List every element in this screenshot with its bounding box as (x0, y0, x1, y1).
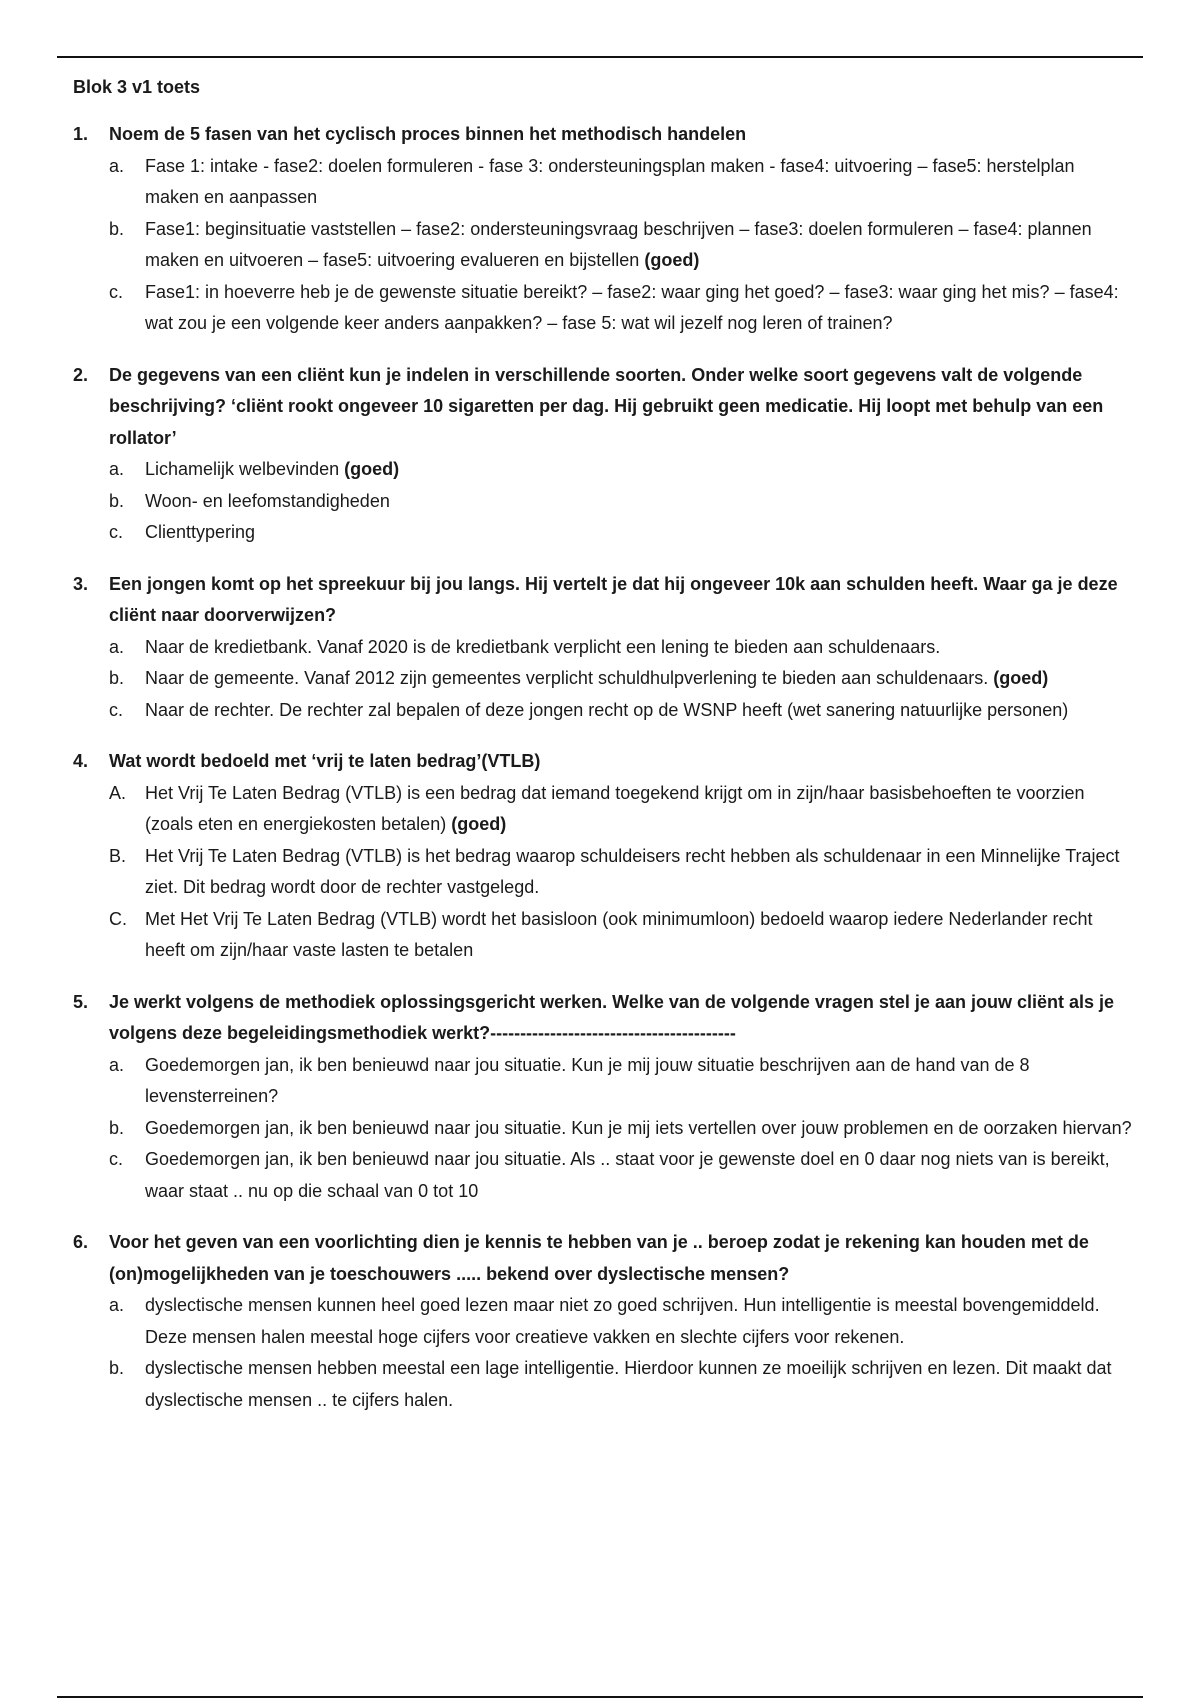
option-body (145, 1290, 1133, 1353)
option-body (145, 695, 1133, 727)
option-item (73, 1113, 1133, 1145)
option-letter: c. (109, 1149, 124, 1169)
option-list (73, 1050, 1133, 1208)
option-item (73, 695, 1133, 727)
option-letter: b. (109, 668, 125, 688)
correct-answer-tag: (goed) (644, 250, 700, 270)
option-body (145, 1050, 1133, 1113)
option-letter: b. (109, 1358, 125, 1378)
option-list (73, 454, 1133, 549)
option-text: Met Het Vrij Te Laten Bedrag (VTLB) wordt het basisloon (ook minimumloon) bedoeld waarop iedere Nederlander recht heeft om zijn/haar vaste lasten te betalen (145, 908, 1093, 960)
option-item (73, 454, 1133, 486)
correct-answer-tag: (goed) (344, 459, 400, 479)
option-text: Het Vrij Te Laten Bedrag (VTLB) is een bedrag dat iemand toegekend krijgt om in zijn/haar basisbehoeften te voorzien (zoals eten en energiekosten betalen) (145, 782, 1085, 834)
option-list (73, 151, 1133, 340)
option-letter: B. (109, 845, 127, 866)
option-letter: A. (109, 782, 127, 803)
question-text: Een jongen komt op het spreekuur bij jou langs. Hij vertelt je dat hij ongeveer 10k aan schulden heeft. Waar ga je deze cliënt naar doorverwijzen? (109, 573, 1118, 625)
option-letter: a. (109, 459, 125, 479)
bottom-rule (57, 1696, 1143, 1698)
option-body (145, 486, 1133, 518)
option-item (73, 517, 1133, 549)
option-letter: a. (109, 636, 125, 657)
question-heading (73, 360, 1133, 455)
option-letter: c. (109, 281, 124, 302)
question-text: Je werkt volgens de methodiek oplossingsgericht werken. Welke van de volgende vragen stel je aan jouw cliënt als je volgens deze begeleidingsmethodiek werkt?----------------------------------------- (109, 991, 1115, 1043)
option-text: Clienttypering (145, 522, 256, 542)
option-list (73, 632, 1133, 727)
question-heading (73, 119, 1133, 151)
option-item (73, 632, 1133, 664)
option-text: Fase1: in hoeverre heb je de gewenste situatie bereikt? – fase2: waar ging het goed? – fase3: waar ging het mis? – fase4: wat zou je een volgende keer anders aanpakken? – fase 5: wat wil jezelf nog leren of trainen? (145, 281, 1119, 333)
option-list (73, 1290, 1133, 1416)
question-heading (73, 569, 1133, 632)
option-body (145, 632, 1133, 664)
question-2 (73, 360, 1133, 549)
option-body (145, 214, 1133, 277)
option-text: dyslectische mensen kunnen heel goed lezen maar niet zo goed schrijven. Hun intelligentie is meestal bovengemiddeld. Deze mensen halen meestal hoge cijfers voor creatieve vakken en slechte cijfers voor rekenen. (145, 1295, 1100, 1347)
option-text: dyslectische mensen hebben meestal een lage intelligentie. Hierdoor kunnen ze moeilijk schrijven en lezen. Dit maakt dat dyslectische mensen .. te cijfers halen. (145, 1358, 1112, 1410)
top-rule (57, 56, 1143, 58)
option-letter: a. (109, 155, 125, 176)
correct-answer-tag: (goed) (993, 668, 1049, 688)
option-body (145, 778, 1133, 841)
option-item (73, 663, 1133, 695)
option-letter: b. (109, 218, 125, 239)
option-item (73, 841, 1133, 904)
option-item (73, 1050, 1133, 1113)
question-6 (73, 1227, 1133, 1416)
option-letter: a. (109, 1054, 125, 1075)
document-body (73, 72, 1133, 1436)
option-text: Goedemorgen jan, ik ben benieuwd naar jou situatie. Kun je mij iets vertellen over jouw problemen en de oorzaken hiervan? (145, 1117, 1132, 1138)
question-text: Wat wordt bedoeld met ‘vrij te laten bedrag’(VTLB) (109, 751, 541, 771)
question-number: 6. (73, 1232, 89, 1252)
question-1 (73, 119, 1133, 340)
option-letter: a. (109, 1295, 125, 1315)
option-letter: C. (109, 908, 127, 929)
option-body (145, 904, 1133, 967)
question-number: 5. (73, 991, 89, 1012)
option-letter: c. (109, 522, 124, 542)
document-title: Blok 3 v1 toets (73, 77, 201, 97)
question-number: 2. (73, 364, 89, 385)
option-item (73, 277, 1133, 340)
option-letter: b. (109, 1117, 125, 1138)
option-text: Naar de rechter. De rechter zal bepalen of deze jongen recht op de WSNP heeft (wet sanering natuurlijke personen) (145, 699, 1069, 720)
option-body (145, 454, 1133, 486)
option-text: Lichamelijk welbevinden (145, 459, 340, 479)
option-text: Woon- en leefomstandigheden (145, 490, 390, 511)
option-body (145, 841, 1133, 904)
option-body (145, 1353, 1133, 1416)
question-4 (73, 746, 1133, 967)
option-text: Naar de gemeente. Vanaf 2012 zijn gemeentes verplicht schuldhulpverlening te bieden aan schuldenaars. (145, 668, 989, 688)
option-body (145, 1113, 1133, 1145)
option-item (73, 1144, 1133, 1207)
question-5 (73, 987, 1133, 1208)
question-heading (73, 987, 1133, 1050)
option-item (73, 904, 1133, 967)
option-item (73, 151, 1133, 214)
option-body (145, 663, 1133, 695)
question-number: 1. (73, 124, 89, 144)
option-item (73, 486, 1133, 518)
question-text: Voor het geven van een voorlichting dien je kennis te hebben van je .. beroep zodat je rekening kan houden met de (on)mogelijkheden van je toeschouwers ..... bekend over dyslectische mensen? (109, 1232, 1089, 1284)
option-item (73, 1353, 1133, 1416)
option-text: Goedemorgen jan, ik ben benieuwd naar jou situatie. Kun je mij jouw situatie beschrijven aan de hand van de 8 levensterreinen? (145, 1054, 1030, 1106)
option-body (145, 517, 1133, 549)
question-list (73, 119, 1133, 1416)
option-item (73, 1290, 1133, 1353)
correct-answer-tag: (goed) (451, 814, 507, 834)
question-heading (73, 746, 1133, 778)
question-text: Noem de 5 fasen van het cyclisch proces binnen het methodisch handelen (109, 124, 747, 144)
question-number: 4. (73, 751, 89, 771)
question-text: De gegevens van een cliënt kun je indelen in verschillende soorten. Onder welke soort gegevens valt de volgende beschrijving? ‘cliënt rookt ongeveer 10 sigaretten per dag. Hij gebruikt geen medicatie. Hij loopt met behulp van een rollator’ (109, 364, 1104, 448)
option-body (145, 277, 1133, 340)
question-number: 3. (73, 573, 89, 594)
question-heading (73, 1227, 1133, 1290)
option-text: Goedemorgen jan, ik ben benieuwd naar jou situatie. Als .. staat voor je gewenste doel en 0 daar nog niets van is bereikt, waar staat .. nu op die schaal van 0 tot 10 (145, 1149, 1110, 1201)
option-letter: b. (109, 490, 125, 511)
option-list (73, 778, 1133, 967)
option-text: Fase1: beginsituatie vaststellen – fase2: ondersteuningsvraag beschrijven – fase3: doelen formuleren – fase4: plannen maken en uitvoeren – fase5: uitvoering evalueren en bijstellen (145, 218, 1092, 270)
option-letter: c. (109, 699, 124, 720)
option-item (73, 778, 1133, 841)
question-3 (73, 569, 1133, 727)
option-body (145, 151, 1133, 214)
option-item (73, 214, 1133, 277)
option-text: Het Vrij Te Laten Bedrag (VTLB) is het bedrag waarop schuldeisers recht hebben als schuldenaar in een Minnelijke Traject ziet. Dit bedrag wordt door de rechter vastgelegd. (145, 845, 1120, 897)
option-text: Fase 1: intake - fase2: doelen formuleren - fase 3: ondersteuningsplan maken - fase4: uitvoering – fase5: herstelplan maken en aanpassen (145, 155, 1075, 207)
option-body (145, 1144, 1133, 1207)
option-text: Naar de kredietbank. Vanaf 2020 is de kredietbank verplicht een lening te bieden aan schuldenaars. (145, 636, 941, 657)
